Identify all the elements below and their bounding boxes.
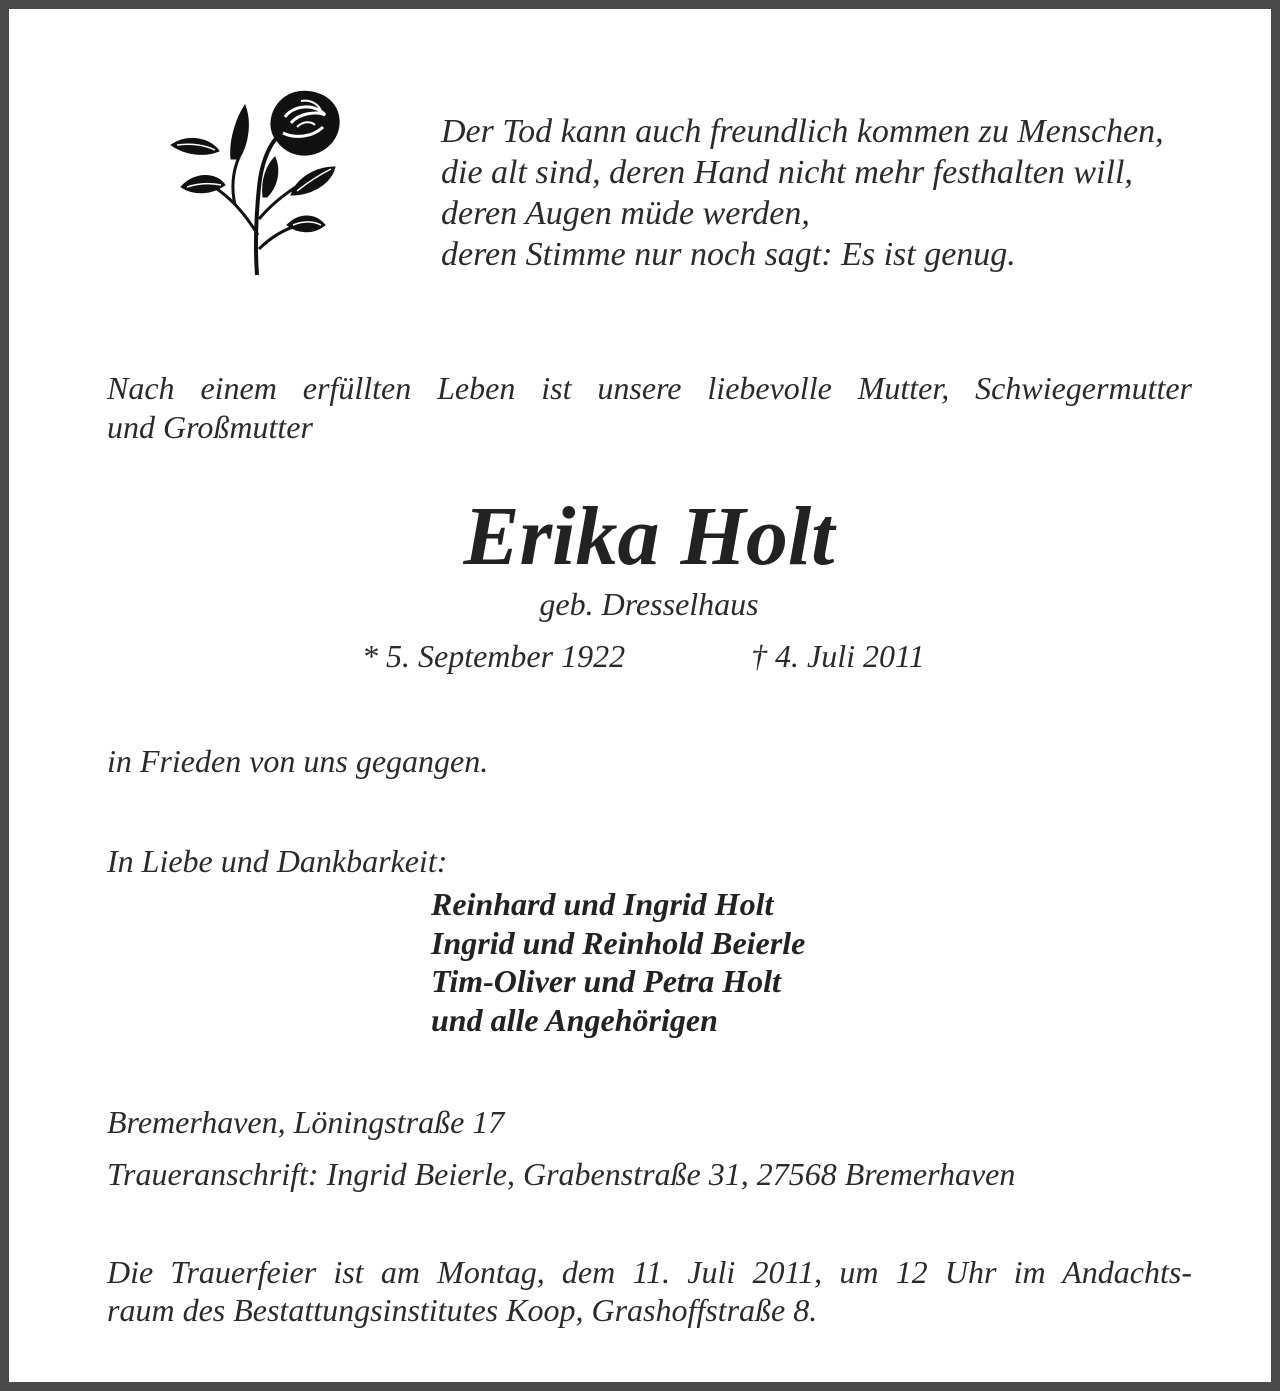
mourning-address: Traueranschrift: Ingrid Beierle, Grabenstraße 31, 27568 Bremerhaven — [107, 1156, 1016, 1192]
mourner-name: Tim-Oliver und Petra Holt — [431, 963, 781, 999]
ceremony-line: Die Trauerfeier ist am Montag, dem 11. Juli 2011, um 12 Uhr im Andachts- — [107, 1254, 1192, 1290]
mourner-name: und alle Angehörigen — [431, 1001, 718, 1038]
death-date: † 4. Juli 2011 — [751, 638, 925, 674]
poem — [441, 111, 1164, 275]
maiden-name: geb. Dresselhaus — [539, 586, 759, 622]
intro-line: Nach einem erfüllten Leben ist unsere liebevolle Mutter, Schwiegermutter — [107, 370, 1192, 406]
poem-line: die alt sind, deren Hand nicht mehr festhalten will, — [441, 154, 1133, 191]
poem-line: deren Augen müde werden, — [441, 195, 810, 232]
passing-text: in Frieden von uns gegangen. — [107, 743, 489, 779]
poem-line: deren Stimme nur noch sagt: Es ist genug. — [441, 236, 1016, 273]
mourner-name: Reinhard und Ingrid Holt — [431, 886, 774, 922]
ceremony-line: raum des Bestattungsinstitutes Koop, Grashoffstraße 8. — [107, 1292, 818, 1328]
ceremony-info — [107, 1253, 1192, 1329]
rose-icon — [159, 87, 349, 287]
home-address: Bremerhaven, Löningstraße 17 — [107, 1104, 505, 1140]
intro-text — [107, 369, 1192, 447]
poem-line: Der Tod kann auch freundlich kommen zu Menschen, — [441, 113, 1164, 150]
deceased-name: Erika Holt — [463, 490, 835, 583]
intro-line: und Großmutter — [107, 409, 313, 445]
mourner-name: Ingrid und Reinhold Beierle — [431, 924, 806, 961]
birth-date: * 5. September 1922 — [362, 638, 626, 674]
gratitude-label: In Liebe und Dankbarkeit: — [107, 843, 448, 879]
mourners-list — [431, 885, 805, 1039]
